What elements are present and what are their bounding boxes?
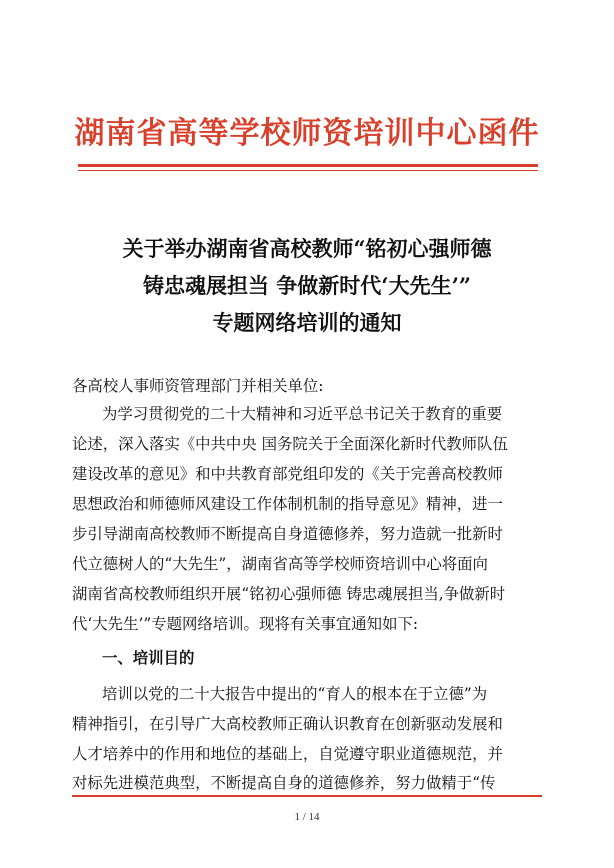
section-line: 精神指引，在引导广大高校教师正确认识教育在创新驱动发展和	[72, 715, 503, 733]
intro-line: 代‘大先生’”专题网络培训。现将有关事宜通知如下:	[72, 615, 419, 633]
page-number: 1 / 14	[294, 811, 320, 823]
intro-line: 论述，深入落实《中共中央 国务院关于全面深化新时代教师队伍	[72, 435, 508, 453]
letterhead-rule-thick	[78, 164, 538, 167]
section-line: 人才培养中的作用和地位的基础上，自觉遵守职业道德规范，并	[72, 745, 503, 763]
title-line-2: 铸忠魂展担当 争做新时代‘大先生’”	[142, 273, 471, 298]
title-line-1: 关于举办湖南省高校教师“铭初心强师德	[122, 236, 492, 261]
red-underline	[72, 795, 542, 797]
intro-line: 建设改革的意见》和中共教育部党组印发的《关于完善高校教师	[72, 465, 503, 483]
intro-line: 思想政治和师德师风建设工作体制机制的指导意见》精神，进一	[72, 495, 503, 513]
intro-line: 步引导湖南高校教师不断提高自身道德修养，努力造就一批新时	[72, 525, 503, 543]
letterhead: 湖南省高等学校师资培训中心函件	[74, 116, 540, 151]
intro-line: 为学习贯彻党的二十大精神和习近平总书记关于教育的重要	[102, 405, 503, 423]
intro-line: 湖南省高校教师组织开展“铭初心强师德 铸忠魂展担当,争做新时	[72, 585, 506, 603]
section-line: 培训以党的二十大报告中提出的“育人的根本在于立德”为	[102, 685, 488, 703]
letterhead-rule-thin	[78, 170, 538, 171]
salutation: 各高校人事师资管理部门并相关单位:	[72, 377, 324, 395]
section-heading: 一、培训目的	[102, 649, 195, 667]
section-line: 对标先进模范典型，不断提高自身的道德修养，努力做精于“传	[72, 774, 496, 792]
intro-line: 代立德树人的“大先生”，湖南省高等学校师资培训中心将面向	[72, 555, 488, 573]
title-line-3: 专题网络培训的通知	[212, 310, 402, 335]
